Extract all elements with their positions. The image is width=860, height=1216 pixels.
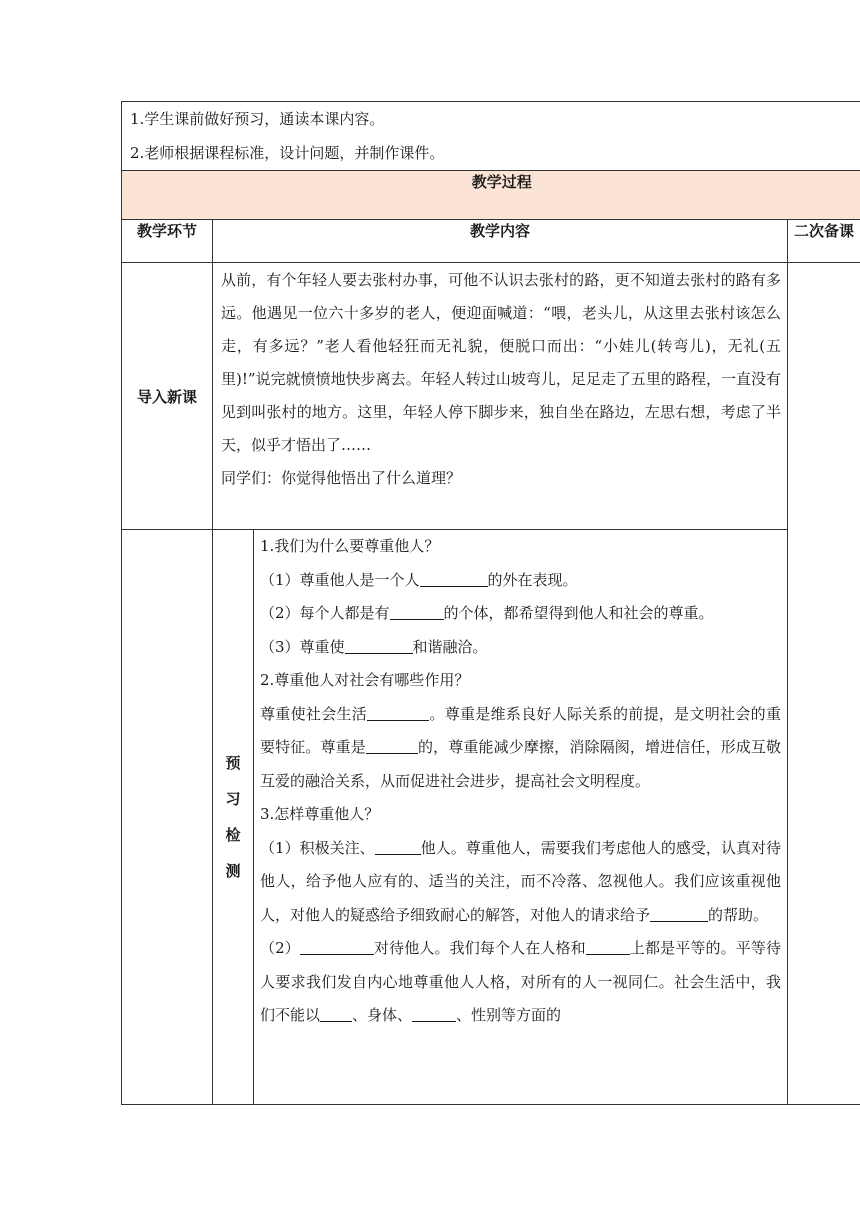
header-step: 教学环节 — [122, 220, 213, 263]
preview-step-empty — [122, 530, 213, 1105]
blank-field[interactable] — [367, 705, 429, 721]
header-row — [122, 220, 860, 263]
preview-label-char-4: 测 — [225, 862, 241, 880]
prep-cell — [122, 102, 860, 171]
preview-label-char-1: 预 — [225, 754, 241, 772]
q1-c: （3）尊重使 和谐融洽。 — [260, 637, 488, 656]
q1-b: （2）每个人都是有 的个体，都希望得到他人和社会的尊重。 — [260, 604, 714, 622]
preview-label — [213, 530, 254, 1105]
intro-story: 从前，有个年轻人要去张村办事，可他不认识去张村的路，更不知道去张村的路有多远。他遇见一位六十多岁的老人，便迎面喊道：“喂，老头儿，从这里去张村该怎么走，有多远？”老人看他轻狂而无礼貌，便脱口而出：“小娃儿(转弯儿)，无礼(五里)!”说完就愤愤地快步离去。年轻人转过山坡弯儿，足足走了五里的路程，一直没有见到叫张村的地方。这里，年轻人停下脚步来，独自坐在路边，左思右想，考虑了半天，似乎才悟出了…… — [221, 271, 781, 454]
intro-question: 同学们：你觉得他悟出了什么道理？ — [221, 469, 462, 487]
revision-cell — [788, 263, 860, 1105]
blank-field[interactable] — [412, 1006, 456, 1022]
intro-row — [122, 263, 860, 530]
header-content: 教学内容 — [213, 220, 788, 263]
blank-field[interactable] — [320, 1006, 352, 1022]
blank-field[interactable] — [420, 571, 488, 587]
q3-title: 3.怎样尊重他人？ — [260, 805, 380, 823]
q1-title: 1.我们为什么要尊重他人？ — [260, 537, 440, 555]
q2-title: 2.尊重他人对社会有哪些作用？ — [260, 671, 470, 689]
lesson-plan-table — [121, 101, 860, 1105]
blank-field[interactable] — [650, 906, 708, 922]
preview-content — [254, 530, 788, 1105]
intro-content — [213, 263, 788, 530]
blank-field[interactable] — [300, 939, 374, 955]
q3-a: （1）积极关注、 他人。尊重他人，需要我们考虑他人的感受，认真对待他人，给予他人应有的、适当的关注，而不冷落、忽视他人。我们应该重视他人，对他人的疑惑给予细致耐心的解答，对他人的请求给予 的帮助。 — [260, 838, 781, 924]
prep-line-2: 2.老师根据课程标准，设计问题，并制作课件。 — [130, 144, 445, 162]
blank-field[interactable] — [586, 939, 630, 955]
intro-step-name: 导入新课 — [122, 263, 213, 530]
section-title-row — [122, 171, 860, 220]
prep-row — [122, 102, 860, 171]
header-revision: 二次备课 — [788, 220, 860, 263]
q3-b: （2） 对待他人。我们每个人在人格和 上都是平等的。平等待人要求我们发自内心地尊重他人人格，对所有的人一视同仁。社会生活中，我们不能以 、身体、 、性别等方面的 — [260, 939, 781, 1024]
blank-field[interactable] — [375, 839, 421, 855]
preview-row — [122, 530, 860, 1105]
blank-field[interactable] — [390, 604, 444, 620]
section-title: 教学过程 — [122, 171, 860, 220]
q2-a: 尊重使社会生活 。尊重是维系良好人际关系的前提，是文明社会的重要特征。尊重是 的，尊重能减少摩擦，消除隔阂，增进信任，形成互敬互爱的融洽关系，从而促进社会进步，提高社会文明程度。 — [260, 704, 781, 790]
q1-a: （1）尊重他人是一个人 的外在表现。 — [260, 570, 578, 589]
prep-line-1: 1.学生课前做好预习，通读本课内容。 — [130, 110, 385, 128]
blank-field[interactable] — [345, 638, 413, 654]
preview-label-char-3: 检 — [225, 826, 241, 844]
preview-label-char-2: 习 — [225, 790, 241, 808]
blank-field[interactable] — [366, 738, 418, 754]
